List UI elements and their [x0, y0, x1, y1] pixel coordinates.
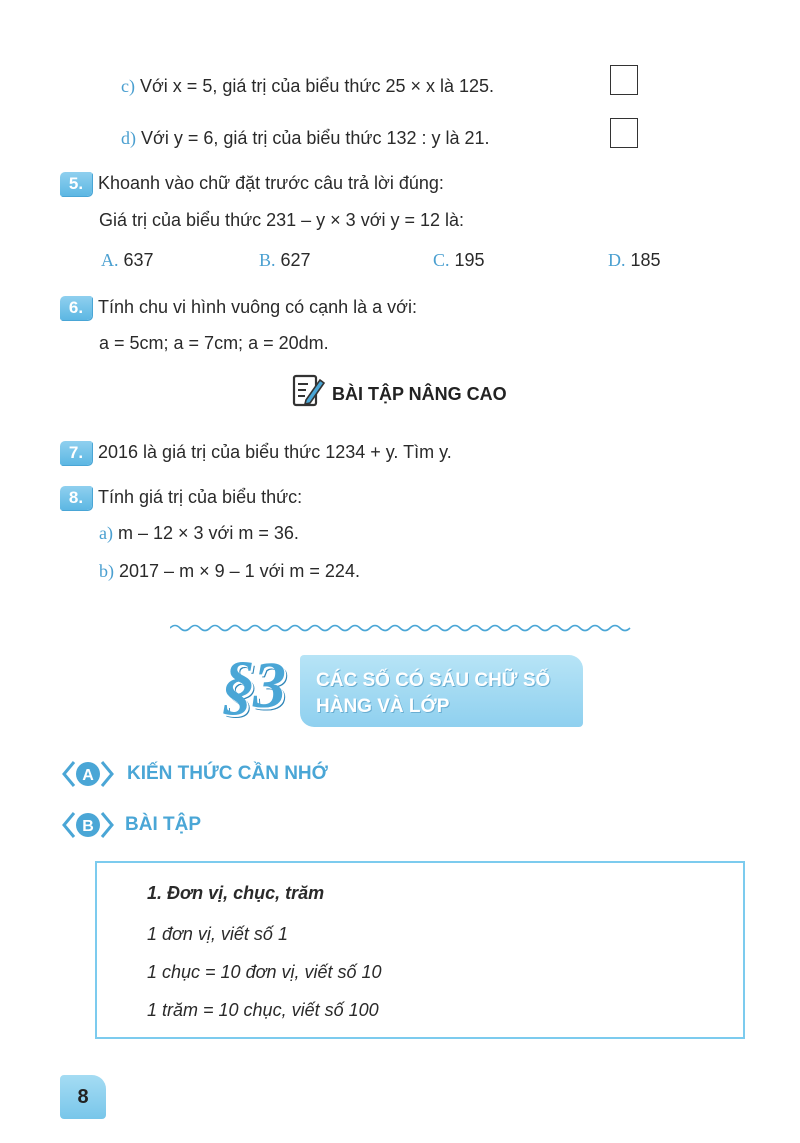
q5-number-badge: 5. [60, 172, 92, 196]
box-line-1: 1 đơn vị, viết số 1 [147, 924, 288, 944]
q6-prompt: Tính chu vi hình vuông có cạnh là a với: [98, 297, 417, 317]
box-line-2: 1 chục = 10 đơn vị, viết số 10 [147, 962, 382, 982]
section-title-line2: HÀNG VÀ LỚP [316, 696, 450, 717]
choice-value: 195 [454, 250, 485, 270]
q8-number-badge: 8. [60, 486, 92, 510]
q4-c-text: Với x = 5, giá trị của biểu thức 25 × x là 125. [140, 76, 495, 96]
choice-letter: C. [433, 250, 450, 270]
q5-expression: Giá trị của biểu thức 231 – y × 3 với y = 12 là: [99, 210, 465, 230]
q6-values: a = 5cm; a = 7cm; a = 20dm. [99, 333, 329, 353]
choice-letter: D. [608, 250, 626, 270]
choice-value: 185 [630, 250, 661, 270]
part-a-title: KIẾN THỨC CẦN NHỚ [127, 763, 328, 784]
part-b-badge-letter: B [82, 818, 94, 835]
q4-d-line [121, 128, 490, 149]
q5-choice-b[interactable] [259, 250, 311, 271]
wavy-divider [170, 622, 636, 634]
q4-d-checkbox[interactable] [610, 118, 638, 148]
q4-d-text: Với y = 6, giá trị của biểu thức 132 : y là 21. [141, 128, 490, 148]
q8-b-letter: b) [99, 561, 114, 581]
part-a-badge [60, 759, 116, 794]
q4-d-letter: d) [121, 128, 136, 148]
q8-b-line [99, 561, 360, 582]
q5-choice-c[interactable] [433, 250, 485, 271]
choice-value: 627 [280, 250, 311, 270]
part-b-title: BÀI TẬP [125, 814, 201, 835]
q4-c-line [121, 76, 494, 97]
q4-c-letter: c) [121, 76, 135, 96]
q8-a-line [99, 523, 299, 544]
q8-b-text: 2017 – m × 9 – 1 với m = 224. [119, 561, 360, 581]
q7-number-badge: 7. [60, 441, 92, 465]
part-a-badge-letter: A [82, 767, 94, 784]
choice-value: 637 [123, 250, 154, 270]
choice-letter: A. [101, 250, 119, 270]
q8-a-text: m – 12 × 3 với m = 36. [118, 523, 299, 543]
knowledge-box [95, 861, 745, 1039]
advanced-title: BÀI TẬP NÂNG CAO [332, 384, 507, 404]
section-title-line1: CÁC SỐ CÓ SÁU CHỮ SỐ [316, 670, 551, 691]
page-number: 8 [60, 1075, 106, 1119]
choice-letter: B. [259, 250, 276, 270]
q8-a-letter: a) [99, 523, 113, 543]
box-line-3: 1 trăm = 10 chục, viết số 100 [147, 1000, 379, 1020]
q6-number-badge: 6. [60, 296, 92, 320]
q5-prompt: Khoanh vào chữ đặt trước câu trả lời đúng: [98, 173, 444, 193]
q8-prompt: Tính giá trị của biểu thức: [98, 487, 303, 507]
section-mark: §3 [222, 649, 284, 722]
pencil-notepad-icon [292, 373, 326, 414]
q5-choice-a[interactable] [101, 250, 154, 271]
part-b-badge [60, 810, 116, 845]
q7-text: 2016 là giá trị của biểu thức 1234 + y. Tìm y. [98, 442, 452, 462]
q5-choice-d[interactable] [608, 250, 661, 271]
q4-c-checkbox[interactable] [610, 65, 638, 95]
box-heading: 1. Đơn vị, chục, trăm [147, 883, 325, 903]
